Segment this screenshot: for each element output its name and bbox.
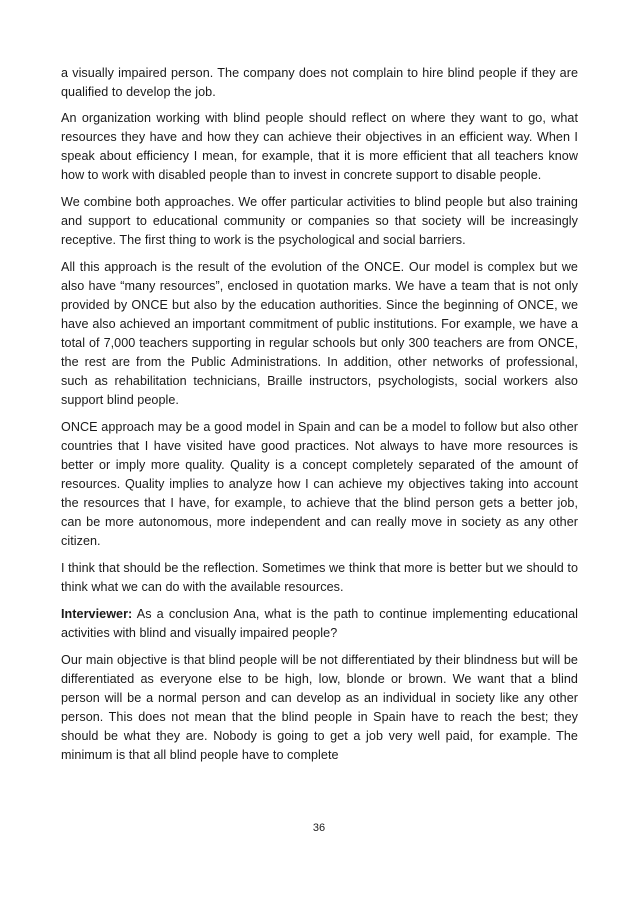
document-page [61,64,578,773]
paragraph-continuation: a visually impaired person. The company does not complain to hire blind people if they are qualified to develop the job. [61,66,578,99]
paragraph-approaches: We combine both approaches. We offer particular activities to blind people but also training and support to educational community or companies so that society will be increasingly receptive. The first thing to work is the psychological and social barriers. [61,195,578,247]
question-text: As a conclusion Ana, what is the path to continue implementing educational activities with blind and visually impaired people? [61,607,578,640]
interview-question [61,605,578,643]
page-number: 36 [312,822,326,834]
paragraph-once-model: ONCE approach may be a good model in Spain and can be a model to follow but also other countries that I have visited have good practices. Not always to have more resources is better or imply more quality. Quality is a concept completely separated of the amount of resources. Quality implies to analyze how I can achieve my objectives taking into account the resources that I have, for example, to achieve that the blind person gets a better job, can be more autonomous, more independent and can really move in society as any other citizen. [61,420,578,548]
paragraph-reflection: I think that should be the reflection. Sometimes we think that more is better but we should to think what we can do with the available resources. [61,561,578,594]
paragraph-answer: Our main objective is that blind people will be not differentiated by their blindness but will be differentiated as everyone else to be high, low, blonde or brown. We want that a blind person will be a normal person and can develop as an individual in society like any other person. This does not mean that the blind people in Spain have to reach the best; they should be what they are. Nobody is going to get a job very well paid, for example. The minimum is that all blind people have to complete [61,653,578,762]
interviewer-label: Interviewer: [61,607,133,621]
paragraph-organization: An organization working with blind people should reflect on where they want to go, what resources they have and how they can achieve their objectives in an efficient way. When I speak about efficiency I mean, for example, that it is more efficient that all teachers know how to work with disabled people than to invest in concrete support to disable people. [61,111,578,182]
paragraph-once-evolution: All this approach is the result of the evolution of the ONCE. Our model is complex but we also have “many resources”, enclosed in quotation marks. We have a team that is not only provided by ONCE but also by the education authorities. Since the beginning of ONCE, we have also achieved an important commitment of public institutions. For example, we have a total of 7,000 teachers supporting in regular schools but only 300 teachers are from ONCE, the rest are from the Public Administrations. In addition, other networks of professional, such as rehabilitation technicians, Braille instructors, psychologists, social workers also support blind people. [61,260,578,407]
